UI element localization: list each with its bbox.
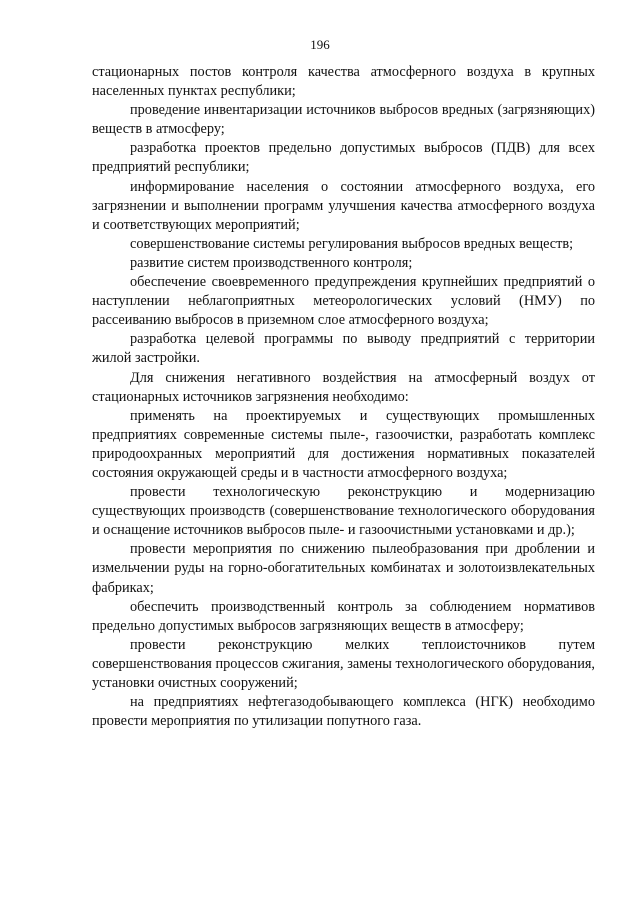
paragraph: на предприятиях нефтегазодобывающего комплекса (НГК) необходимо провести мероприятия по утилизации попутного газа. <box>92 694 595 730</box>
paragraph: обеспечить производственный контроль за соблюдением нормативов предельно допустимых выбросов загрязняющих веществ в атмосферу; <box>92 598 595 634</box>
paragraph: разработка проектов предельно допустимых выбросов (ПДВ) для всех предприятий республики; <box>92 140 595 176</box>
paragraph: совершенствование системы регулирования выбросов вредных веществ; <box>130 235 574 252</box>
paragraph: обеспечение своевременного предупреждения крупнейших предприятий о наступлении неблагоприятных метеорологических условий (НМУ) по рассеиванию выбросов в приземном слое атмосферного воздуха; <box>92 274 595 329</box>
paragraph: информирование населения о состоянии атмосферного воздуха, его загрязнении и выполнении программ улучшения качества атмосферного воздуха и соответствующих мероприятий; <box>92 178 595 233</box>
paragraph: применять на проектируемых и существующих промышленных предприятиях современные системы пыле-, газоочистки, разработать комплекс природоохранных мероприятий для достижения нормативных показателей состояния окружающей среды и в частности атмосферного воздуха; <box>92 407 595 481</box>
body-text <box>92 63 595 731</box>
paragraph: провести реконструкцию мелких теплоисточников путем совершенствования процессов сжигания, замены технологического оборудования, установки очистных сооружений; <box>92 636 595 691</box>
paragraph-continuation: стационарных постов контроля качества атмосферного воздуха в крупных населенных пунктах республики; <box>92 64 595 100</box>
paragraph: провести мероприятия по снижению пылеобразования при дроблении и измельчении руды на горно-обогатительных комбинатах и золотоизвлекательных фабриках; <box>92 541 595 596</box>
page-number: 196 <box>310 37 330 52</box>
paragraph: проведение инвентаризации источников выбросов вредных (загрязняющих) веществ в атмосферу; <box>92 102 595 138</box>
paragraph: разработка целевой программы по выводу предприятий с территории жилой застройки. <box>92 331 595 367</box>
paragraph: развитие систем производственного контроля; <box>130 254 413 271</box>
paragraph: Для снижения негативного воздействия на атмосферный воздух от стационарных источников загрязнения необходимо: <box>92 369 595 405</box>
paragraph: провести технологическую реконструкцию и модернизацию существующих производств (совершенствование технологического оборудования и оснащение источников выбросов пыле- и газоочистными установками и др.); <box>92 484 595 539</box>
